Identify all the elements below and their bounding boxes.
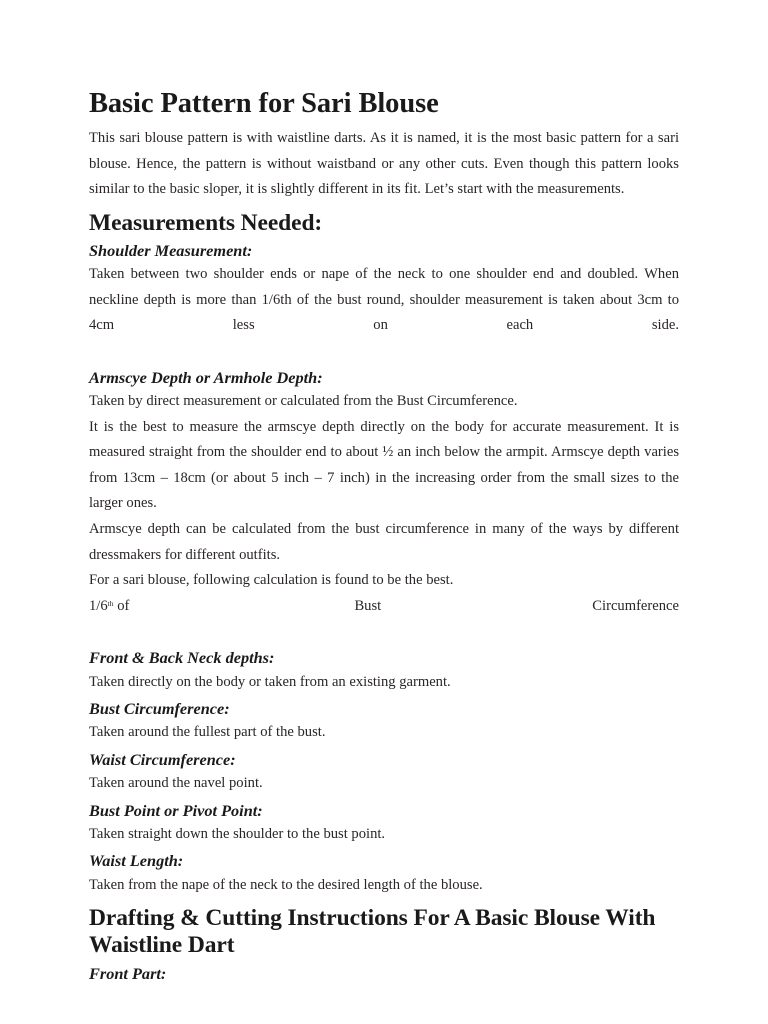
formula-of-word: of — [113, 597, 130, 614]
formula-ordinal-suffix: th — [107, 599, 114, 609]
formula-fraction-value: 1/6 — [89, 597, 108, 614]
armscye-paragraph-3: Armscye depth can be calculated from the bust circumference in many of the ways by different dressmakers for different outfits. — [89, 521, 679, 563]
formula-fraction — [89, 594, 129, 620]
heading-armscye-depth: Armscye Depth or Armhole Depth: — [89, 367, 323, 387]
neck-depths-paragraph: Taken directly on the body or taken from an existing garment. — [89, 673, 451, 690]
bust-circumference-paragraph: Taken around the fullest part of the bust. — [89, 724, 326, 741]
heading-shoulder-measurement: Shoulder Measurement: — [89, 240, 253, 260]
heading-drafting-cutting-instructions: Drafting & Cutting Instructions For A Basic Blouse With Waistline Dart — [89, 905, 656, 959]
heading-waist-length: Waist Length: — [89, 851, 184, 871]
spacer-after-formula — [89, 619, 679, 644]
heading-waist-circumference: Waist Circumference: — [89, 749, 236, 769]
heading-bust-point: Bust Point or Pivot Point: — [89, 800, 263, 820]
document-body — [89, 88, 679, 984]
formula-bust-word: Bust — [354, 597, 382, 614]
page-title: Basic Pattern for Sari Blouse — [89, 88, 439, 119]
heading-bust-circumference: Bust Circumference: — [89, 699, 230, 719]
spacer-after-shoulder — [89, 339, 679, 364]
armscye-formula-line — [89, 594, 679, 620]
heading-front-part: Front Part: — [89, 963, 167, 983]
intro-paragraph: This sari blouse pattern is with waistline darts. As it is named, it is the most basic pattern for a sari blouse. Hence, the pattern is without waistband or any other cuts. Even though this pattern looks similar to the basic sloper, it is slightly different in its fit. Let’s start with the measurements. — [89, 129, 679, 198]
armscye-paragraph-1: Taken by direct measurement or calculated from the Bust Circumference. — [89, 393, 518, 410]
heading-front-back-neck-depths: Front & Back Neck depths: — [89, 648, 275, 668]
armscye-paragraph-2: It is the best to measure the armscye depth directly on the body for accurate measurement. It is measured straight from the shoulder end to about ½ an inch below the armpit. Armscye depth varies from 13cm – 18cm (or about 5 inch – 7 inch) in the increasing order from the small sizes to the larger ones. — [89, 418, 679, 512]
formula-circumference-word: Circumference — [592, 597, 679, 614]
heading-measurements-needed: Measurements Needed: — [89, 209, 323, 236]
shoulder-measurement-paragraph: Taken between two shoulder ends or nape of the neck to one shoulder end and doubled. When neckline depth is more than 1/6th of the bust round, shoulder measurement is taken about 3cm to 4cm less on each side. — [89, 266, 679, 334]
waist-length-paragraph: Taken from the nape of the neck to the desired length of the blouse. — [89, 876, 483, 893]
bust-point-paragraph: Taken straight down the shoulder to the bust point. — [89, 825, 386, 842]
waist-circumference-paragraph: Taken around the navel point. — [89, 775, 263, 792]
armscye-paragraph-4: For a sari blouse, following calculation is found to be the best. — [89, 572, 454, 589]
